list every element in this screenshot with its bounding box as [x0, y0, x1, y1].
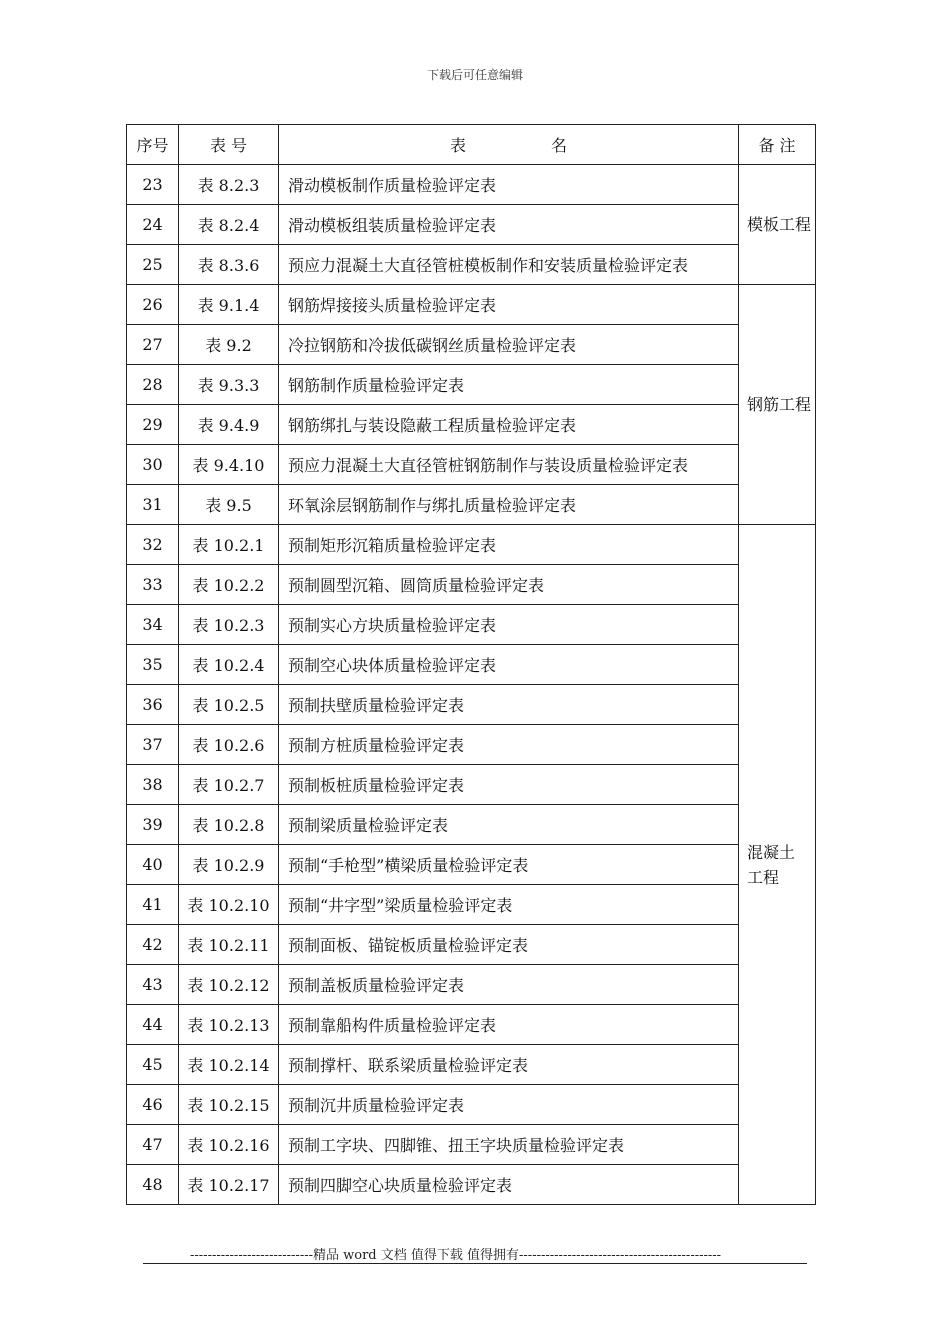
- header-table-name: 表 名: [279, 125, 739, 165]
- table-name-cell: 预制撑杆、联系梁质量检验评定表: [279, 1045, 739, 1085]
- table-row: [127, 685, 816, 725]
- table-header-row: [127, 125, 816, 165]
- table-name-cell: 预制工字块、四脚锥、扭王字块质量检验评定表: [279, 1125, 739, 1165]
- serial-number-cell: 39: [127, 805, 179, 845]
- serial-number-cell: 24: [127, 205, 179, 245]
- serial-number-cell: 43: [127, 965, 179, 1005]
- table-code-cell: 表 8.2.3: [179, 165, 279, 205]
- header-note: 下载后可任意编辑: [426, 68, 523, 82]
- table-row: [127, 805, 816, 845]
- table-code-cell: 表 10.2.12: [179, 965, 279, 1005]
- table-name-cell: 预制实心方块质量检验评定表: [279, 605, 739, 645]
- header-table-code: 表 号: [179, 125, 279, 165]
- table-code-cell: 表 10.2.2: [179, 565, 279, 605]
- footer-note: ----------------------------精品 word 文档 值得下载 值得拥有----------------------------------------------: [190, 1248, 722, 1263]
- table-code-cell: 表 10.2.14: [179, 1045, 279, 1085]
- serial-number-cell: 27: [127, 325, 179, 365]
- serial-number-cell: 26: [127, 285, 179, 325]
- table-name-cell: 预应力混凝土大直径管桩钢筋制作与装设质量检验评定表: [279, 445, 739, 485]
- serial-number-cell: 28: [127, 365, 179, 405]
- serial-number-cell: 36: [127, 685, 179, 725]
- table-code-cell: 表 10.2.11: [179, 925, 279, 965]
- table-code-cell: 表 10.2.13: [179, 1005, 279, 1045]
- table-row: [127, 285, 816, 325]
- table-body: [127, 165, 816, 1205]
- table-name-cell: 预制四脚空心块质量检验评定表: [279, 1165, 739, 1205]
- serial-number-cell: 47: [127, 1125, 179, 1165]
- table-code-cell: 表 10.2.3: [179, 605, 279, 645]
- table-row: [127, 645, 816, 685]
- table-row: [127, 885, 816, 925]
- table-name-cell: 滑动模板制作质量检验评定表: [279, 165, 739, 205]
- table-row: [127, 165, 816, 205]
- table-code-cell: 表 10.2.5: [179, 685, 279, 725]
- table-row: [127, 565, 816, 605]
- header-serial-number: 序号: [127, 125, 179, 165]
- table-row: [127, 765, 816, 805]
- serial-number-cell: 38: [127, 765, 179, 805]
- serial-number-cell: 42: [127, 925, 179, 965]
- table-row: [127, 1165, 816, 1205]
- table-name-cell: 钢筋制作质量检验评定表: [279, 365, 739, 405]
- table-name-cell: 预制扶壁质量检验评定表: [279, 685, 739, 725]
- serial-number-cell: 35: [127, 645, 179, 685]
- table-code-cell: 表 9.3.3: [179, 365, 279, 405]
- table-row: [127, 525, 816, 565]
- table-row: [127, 445, 816, 485]
- table-row: [127, 325, 816, 365]
- table-code-cell: 表 8.2.4: [179, 205, 279, 245]
- table-code-cell: 表 9.4.9: [179, 405, 279, 445]
- form-index-table: [126, 124, 816, 1205]
- serial-number-cell: 29: [127, 405, 179, 445]
- table-name-cell: 环氧涂层钢筋制作与绑扎质量检验评定表: [279, 485, 739, 525]
- table-code-cell: 表 10.2.4: [179, 645, 279, 685]
- table-row: [127, 245, 816, 285]
- table-row: [127, 845, 816, 885]
- serial-number-cell: 40: [127, 845, 179, 885]
- table-name-cell: 预制方桩质量检验评定表: [279, 725, 739, 765]
- serial-number-cell: 41: [127, 885, 179, 925]
- table-code-cell: 表 10.2.9: [179, 845, 279, 885]
- table-code-cell: 表 10.2.7: [179, 765, 279, 805]
- table-name-cell: 预制空心块体质量检验评定表: [279, 645, 739, 685]
- table-name-cell: 钢筋绑扎与装设隐蔽工程质量检验评定表: [279, 405, 739, 445]
- table-name-cell: 预制梁质量检验评定表: [279, 805, 739, 845]
- table-row: [127, 725, 816, 765]
- serial-number-cell: 23: [127, 165, 179, 205]
- serial-number-cell: 37: [127, 725, 179, 765]
- remark-cell: 钢筋工程: [739, 285, 816, 525]
- remark-cell: 混凝土工程: [739, 525, 816, 1205]
- table-name-cell: 预制“手枪型”横梁质量检验评定表: [279, 845, 739, 885]
- table-code-cell: 表 8.3.6: [179, 245, 279, 285]
- table-row: [127, 1005, 816, 1045]
- serial-number-cell: 32: [127, 525, 179, 565]
- table-row: [127, 605, 816, 645]
- table-row: [127, 925, 816, 965]
- table-row: [127, 965, 816, 1005]
- table-row: [127, 485, 816, 525]
- table-name-cell: 预制矩形沉箱质量检验评定表: [279, 525, 739, 565]
- table-code-cell: 表 10.2.16: [179, 1125, 279, 1165]
- header-remark: 备 注: [739, 125, 816, 165]
- table-name-cell: 预制圆型沉箱、圆筒质量检验评定表: [279, 565, 739, 605]
- table-name-cell: 预应力混凝土大直径管桩模板制作和安装质量检验评定表: [279, 245, 739, 285]
- table-code-cell: 表 9.2: [179, 325, 279, 365]
- table-code-cell: 表 10.2.15: [179, 1085, 279, 1125]
- table-code-cell: 表 10.2.1: [179, 525, 279, 565]
- table-name-cell: 钢筋焊接接头质量检验评定表: [279, 285, 739, 325]
- table-name-cell: 预制盖板质量检验评定表: [279, 965, 739, 1005]
- serial-number-cell: 34: [127, 605, 179, 645]
- table-row: [127, 1045, 816, 1085]
- table-name-cell: 预制板桩质量检验评定表: [279, 765, 739, 805]
- table-row: [127, 405, 816, 445]
- table-row: [127, 1125, 816, 1165]
- serial-number-cell: 48: [127, 1165, 179, 1205]
- footer-rule: [143, 1263, 807, 1264]
- serial-number-cell: 45: [127, 1045, 179, 1085]
- table-name-cell: 预制靠船构件质量检验评定表: [279, 1005, 739, 1045]
- table-code-cell: 表 10.2.10: [179, 885, 279, 925]
- serial-number-cell: 46: [127, 1085, 179, 1125]
- table-row: [127, 365, 816, 405]
- table-name-cell: 预制面板、锚锭板质量检验评定表: [279, 925, 739, 965]
- table-row: [127, 205, 816, 245]
- table-code-cell: 表 9.5: [179, 485, 279, 525]
- table-row: [127, 1085, 816, 1125]
- table-code-cell: 表 10.2.17: [179, 1165, 279, 1205]
- remark-cell: 模板工程: [739, 165, 816, 285]
- table-code-cell: 表 10.2.8: [179, 805, 279, 845]
- table-name-cell: 预制沉井质量检验评定表: [279, 1085, 739, 1125]
- table-name-cell: 滑动模板组装质量检验评定表: [279, 205, 739, 245]
- table-code-cell: 表 9.4.10: [179, 445, 279, 485]
- table-name-cell: 预制“井字型”梁质量检验评定表: [279, 885, 739, 925]
- serial-number-cell: 25: [127, 245, 179, 285]
- table-code-cell: 表 10.2.6: [179, 725, 279, 765]
- serial-number-cell: 33: [127, 565, 179, 605]
- serial-number-cell: 44: [127, 1005, 179, 1045]
- serial-number-cell: 30: [127, 445, 179, 485]
- table-code-cell: 表 9.1.4: [179, 285, 279, 325]
- table-name-cell: 冷拉钢筋和冷拔低碳钢丝质量检验评定表: [279, 325, 739, 365]
- serial-number-cell: 31: [127, 485, 179, 525]
